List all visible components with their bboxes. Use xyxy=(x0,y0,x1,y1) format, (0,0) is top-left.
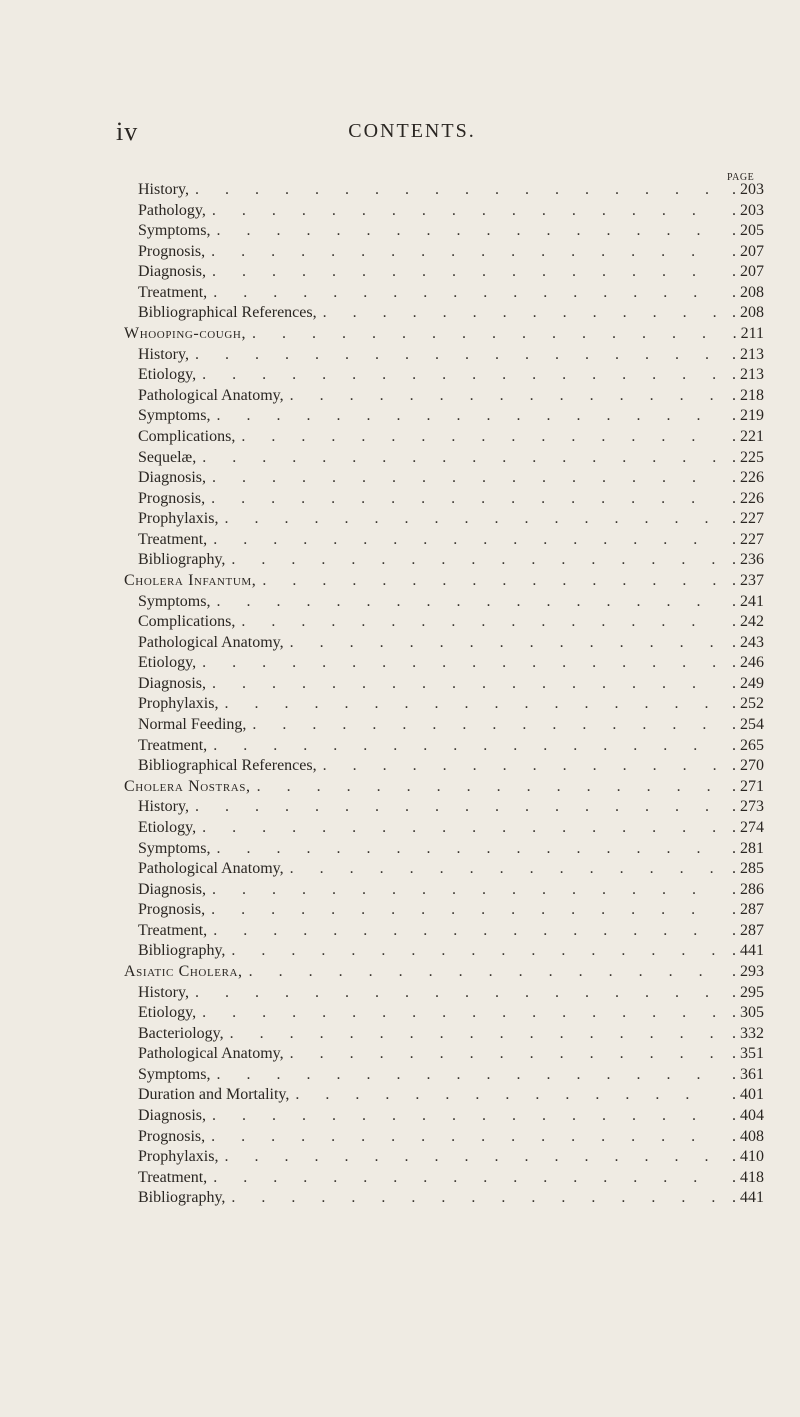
dot-leader xyxy=(211,489,716,509)
toc-entry-label: Diagnosis, xyxy=(138,469,206,487)
toc-entry-label: Duration and Mortality, xyxy=(138,1086,290,1104)
toc-entry-label: History, xyxy=(138,181,189,198)
toc-entry-label: Complications, xyxy=(138,427,236,445)
dot-leader xyxy=(290,1044,716,1064)
toc-entry-page: . 242 xyxy=(732,613,764,631)
toc-entry-page: . 441 xyxy=(732,1189,764,1207)
toc-entry xyxy=(124,674,764,695)
dot-leader xyxy=(212,468,716,488)
toc-entry-label: Prophylaxis, xyxy=(138,510,219,528)
toc-entry xyxy=(124,983,764,1004)
toc-entry-label: Etiology, xyxy=(138,818,197,836)
dot-leader xyxy=(230,1024,716,1044)
toc-entry-label: Bibliography, xyxy=(138,551,226,569)
toc-entry-label: Symptoms, xyxy=(138,839,211,857)
toc-entry xyxy=(124,633,764,654)
dot-leader xyxy=(213,1168,716,1188)
page-number: iv xyxy=(116,117,139,146)
toc-entry-label: Normal Feeding, xyxy=(138,716,247,734)
toc-entry-page: . 273 xyxy=(732,798,764,816)
toc-entry-label: Symptoms, xyxy=(138,407,211,425)
toc-entry-label: Prognosis, xyxy=(138,489,206,507)
toc-entry-page: . 287 xyxy=(732,921,764,939)
toc-section-heading xyxy=(124,571,764,592)
toc-entry-page: . 285 xyxy=(732,860,764,878)
toc-entry-label: Cholera Nostras, xyxy=(124,777,251,795)
dot-leader xyxy=(211,242,716,262)
toc-entry-page: . 295 xyxy=(732,983,764,1001)
toc-entry xyxy=(124,694,764,715)
toc-entry-label: Pathological Anatomy, xyxy=(138,1045,284,1063)
toc-entry-page: . 254 xyxy=(732,716,764,734)
toc-entry xyxy=(124,303,764,324)
toc-entry xyxy=(124,427,764,448)
toc-entry-page: . 410 xyxy=(732,1148,764,1166)
toc-entry xyxy=(124,1147,764,1168)
toc-entry-page: . 332 xyxy=(732,1024,764,1042)
dot-leader xyxy=(202,1003,716,1023)
toc-entry xyxy=(124,1085,764,1106)
page-column-label: PAGE xyxy=(727,172,755,183)
toc-entry-page: . 203 xyxy=(732,201,764,219)
toc-section-heading xyxy=(124,962,764,983)
dot-leader xyxy=(202,653,716,673)
dot-leader xyxy=(211,900,716,920)
toc-entry-label: Prophylaxis, xyxy=(138,695,219,713)
toc-entry-page: . 241 xyxy=(732,592,764,610)
toc-entry-page: . 265 xyxy=(732,736,764,754)
dot-leader xyxy=(241,427,716,447)
toc-entry-page: . 270 xyxy=(732,757,764,775)
toc-entry xyxy=(124,365,764,386)
toc-entry-page: . 286 xyxy=(732,880,764,898)
toc-entry xyxy=(124,262,764,283)
toc-entry-page: . 226 xyxy=(732,469,764,487)
dot-leader xyxy=(213,736,716,756)
toc-entry-page: . 225 xyxy=(732,448,764,466)
toc-entry-label: History, xyxy=(138,798,189,816)
toc-entry-label: Etiology, xyxy=(138,366,197,384)
toc-entry-page: . 305 xyxy=(732,1004,764,1022)
dot-leader xyxy=(216,406,716,426)
dot-leader xyxy=(295,1085,716,1105)
toc-entry-page: . 246 xyxy=(732,654,764,672)
toc-entry-label: Prophylaxis, xyxy=(138,1148,219,1166)
toc-entry-page: . 227 xyxy=(732,510,764,528)
dot-leader xyxy=(290,633,716,653)
toc-entry-page: . 408 xyxy=(732,1127,764,1145)
toc-entry-label: Diagnosis, xyxy=(138,1107,206,1125)
toc-entry xyxy=(124,921,764,942)
dot-leader xyxy=(216,1065,716,1085)
toc-entry-page: . 203 xyxy=(732,181,764,198)
toc-entry xyxy=(124,880,764,901)
toc-entry-label: Pathological Anatomy, xyxy=(138,386,284,404)
toc-entry-page: . 401 xyxy=(732,1086,764,1104)
toc-entry-label: Bacteriology, xyxy=(138,1024,224,1042)
dot-leader xyxy=(252,324,716,344)
toc-entry-page: . 205 xyxy=(732,222,764,240)
toc-entry-label: History, xyxy=(138,345,189,363)
toc-entry xyxy=(124,859,764,880)
toc-entry-page: . 226 xyxy=(732,489,764,507)
toc-entry-page: . 219 xyxy=(732,407,764,425)
toc-entry xyxy=(124,1127,764,1148)
toc-entry-label: Bibliographical References, xyxy=(138,757,317,775)
toc-entry-page: . 252 xyxy=(732,695,764,713)
dot-leader xyxy=(290,859,716,879)
toc-entry-page: . 207 xyxy=(732,263,764,281)
page-title: CONTENTS. xyxy=(348,120,476,142)
toc-entry-page: . 293 xyxy=(732,962,764,980)
dot-leader xyxy=(224,1147,716,1167)
dot-leader xyxy=(231,941,716,961)
toc-entry-label: Sequelæ, xyxy=(138,448,197,466)
toc-entry xyxy=(124,386,764,407)
dot-leader xyxy=(202,448,716,468)
dot-leader xyxy=(257,777,716,797)
dot-leader xyxy=(195,345,716,365)
toc-entry xyxy=(124,941,764,962)
dot-leader xyxy=(252,715,716,735)
toc-entry xyxy=(124,201,764,222)
toc-entry xyxy=(124,448,764,469)
toc-entry xyxy=(124,345,764,366)
toc-entry-page: . 418 xyxy=(732,1168,764,1186)
toc-entry xyxy=(124,1168,764,1189)
toc-entry xyxy=(124,612,764,633)
toc-entry-label: Treatment, xyxy=(138,1168,208,1186)
toc-entry xyxy=(124,900,764,921)
toc-entry-page: . 207 xyxy=(732,242,764,260)
toc-entry-page: . 213 xyxy=(732,345,764,363)
toc-entry xyxy=(124,839,764,860)
toc-entry-page: . 441 xyxy=(732,942,764,960)
dot-leader xyxy=(216,839,716,859)
toc-entry-label: Asiatic Cholera, xyxy=(124,962,243,980)
toc-entry-page: . 208 xyxy=(732,304,764,322)
toc-entry-label: Treatment, xyxy=(138,921,208,939)
toc-entry-label: Pathological Anatomy, xyxy=(138,633,284,651)
toc-entry-label: Diagnosis, xyxy=(138,263,206,281)
dot-leader xyxy=(224,694,716,714)
toc-entry-label: Prognosis, xyxy=(138,242,206,260)
toc-section-heading xyxy=(124,777,764,798)
dot-leader xyxy=(213,530,716,550)
dot-leader xyxy=(212,262,716,282)
dot-leader xyxy=(212,880,716,900)
toc-entry-label: Symptoms, xyxy=(138,592,211,610)
toc-entry xyxy=(124,818,764,839)
toc-entry-page: . 213 xyxy=(732,366,764,384)
toc-entry-page: . 351 xyxy=(732,1045,764,1063)
toc-entry-label: History, xyxy=(138,983,189,1001)
toc-entry xyxy=(124,1065,764,1086)
toc-entry-page: . 287 xyxy=(732,901,764,919)
toc-entry xyxy=(124,797,764,818)
toc-entry-label: Bibliographical References, xyxy=(138,304,317,322)
dot-leader xyxy=(231,1188,716,1208)
dot-leader xyxy=(195,797,716,817)
toc-entry-label: Whooping-cough, xyxy=(124,325,247,343)
toc-entry xyxy=(124,406,764,427)
toc-entry-page: . 218 xyxy=(732,386,764,404)
toc-entry xyxy=(124,1024,764,1045)
toc-entry-page: . 361 xyxy=(732,1065,764,1083)
toc-section-heading xyxy=(124,324,764,345)
toc-entry xyxy=(124,221,764,242)
dot-leader xyxy=(212,201,716,221)
toc-entry-page: . 243 xyxy=(732,633,764,651)
toc-entry-label: Bibliography, xyxy=(138,1189,226,1207)
toc-entry xyxy=(124,1044,764,1065)
dot-leader xyxy=(213,283,716,303)
dot-leader xyxy=(262,571,716,591)
dot-leader xyxy=(212,1106,716,1126)
dot-leader xyxy=(290,386,716,406)
toc-entry-page: . 281 xyxy=(732,839,764,857)
toc-entry xyxy=(124,550,764,571)
dot-leader xyxy=(211,1127,716,1147)
toc-entry-label: Symptoms, xyxy=(138,222,211,240)
toc-entry-label: Diagnosis, xyxy=(138,880,206,898)
toc-entry-label: Prognosis, xyxy=(138,1127,206,1145)
dot-leader xyxy=(216,221,716,241)
toc-entry xyxy=(124,468,764,489)
dot-leader xyxy=(249,962,716,982)
toc-entry xyxy=(124,736,764,757)
toc-entry xyxy=(124,509,764,530)
dot-leader xyxy=(212,674,716,694)
dot-leader xyxy=(231,550,716,570)
toc-entry xyxy=(124,756,764,777)
toc-entry-page: . 208 xyxy=(732,283,764,301)
toc-entry-label: Bibliography, xyxy=(138,942,226,960)
toc-entry-label: Pathological Anatomy, xyxy=(138,860,284,878)
toc-entry-page: . 227 xyxy=(732,530,764,548)
toc-entry xyxy=(124,592,764,613)
toc-entry-page: . 249 xyxy=(732,674,764,692)
dot-leader xyxy=(224,509,716,529)
toc-entry-page: . 211 xyxy=(732,325,764,343)
toc-entry xyxy=(124,180,764,201)
toc-entry-label: Treatment, xyxy=(138,530,208,548)
dot-leader xyxy=(213,921,716,941)
toc-entry xyxy=(124,653,764,674)
toc-entry-label: Cholera Infantum, xyxy=(124,571,257,589)
dot-leader xyxy=(202,818,716,838)
table-of-contents xyxy=(124,180,764,1209)
dot-leader xyxy=(216,592,716,612)
toc-entry-label: Symptoms, xyxy=(138,1065,211,1083)
toc-entry xyxy=(124,283,764,304)
toc-entry xyxy=(124,530,764,551)
dot-leader xyxy=(195,180,716,200)
toc-entry-label: Diagnosis, xyxy=(138,674,206,692)
dot-leader xyxy=(195,983,716,1003)
toc-entry-label: Treatment, xyxy=(138,736,208,754)
toc-entry xyxy=(124,715,764,736)
toc-entry xyxy=(124,489,764,510)
toc-entry-page: . 271 xyxy=(732,777,764,795)
toc-entry xyxy=(124,1003,764,1024)
toc-entry-label: Pathology, xyxy=(138,201,206,219)
toc-entry-page: . 236 xyxy=(732,551,764,569)
toc-entry xyxy=(124,242,764,263)
dot-leader xyxy=(241,612,716,632)
toc-entry xyxy=(124,1188,764,1209)
dot-leader xyxy=(202,365,716,385)
toc-entry xyxy=(124,1106,764,1127)
toc-entry-label: Etiology, xyxy=(138,1004,197,1022)
toc-entry-page: . 221 xyxy=(732,427,764,445)
toc-entry-label: Treatment, xyxy=(138,283,208,301)
toc-entry-page: . 237 xyxy=(732,571,764,589)
toc-entry-page: . 274 xyxy=(732,818,764,836)
dot-leader xyxy=(323,756,716,776)
toc-entry-label: Complications, xyxy=(138,613,236,631)
dot-leader xyxy=(323,303,716,323)
toc-entry-label: Etiology, xyxy=(138,654,197,672)
toc-entry-page: . 404 xyxy=(732,1107,764,1125)
toc-entry-label: Prognosis, xyxy=(138,901,206,919)
